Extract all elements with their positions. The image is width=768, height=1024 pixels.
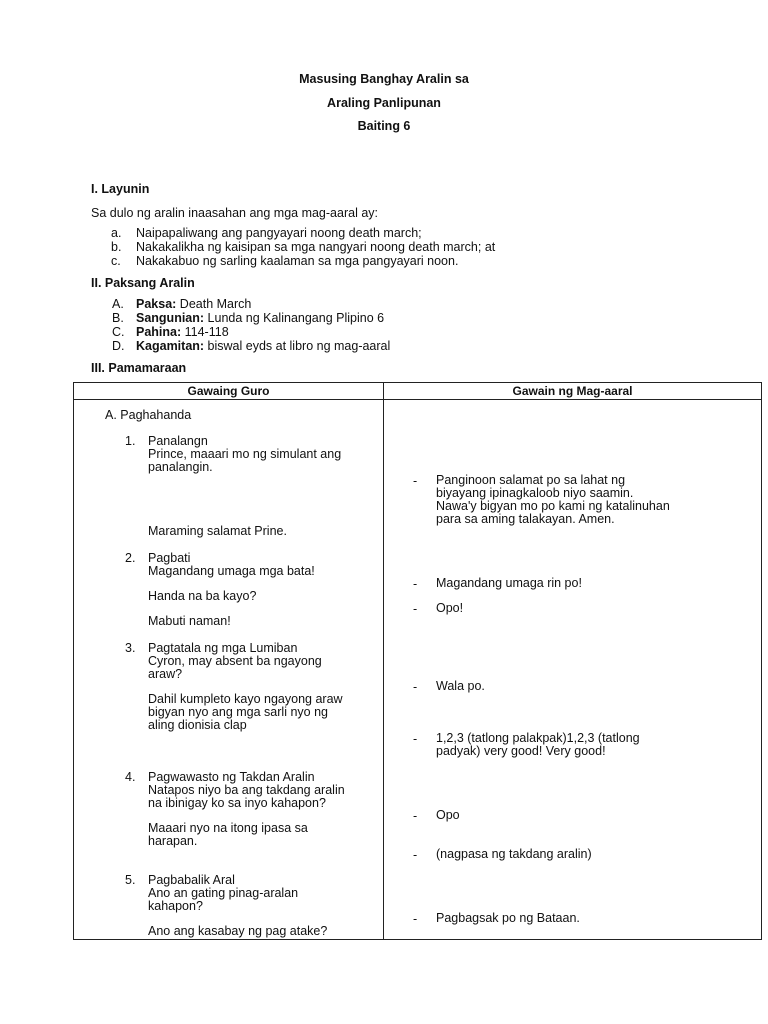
subject-value: Lunda ng Kalinangang Plipino 6 <box>204 311 385 325</box>
objective-item: Nakakabuo ng sarling kaalaman sa mga pangyayari noon. <box>136 254 459 268</box>
student-cell <box>384 400 762 940</box>
student-response: Pagbagsak po ng Bataan. <box>436 911 580 925</box>
student-response: Magandang umaga rin po! <box>436 576 582 590</box>
response-dash: - <box>413 474 418 488</box>
response-dash: - <box>413 602 418 616</box>
response-dash: - <box>413 577 418 591</box>
column-header-student: Gawain ng Mag-aaral <box>384 383 762 400</box>
objective-marker: b. <box>111 240 122 254</box>
student-response: Opo <box>436 808 460 822</box>
column-header-teacher: Gawaing Guro <box>74 383 384 400</box>
student-response: (nagpasa ng takdang aralin) <box>436 847 592 861</box>
subject-label: Paksa: <box>136 297 177 311</box>
objective-marker: a. <box>111 226 122 240</box>
subject-item <box>136 311 384 325</box>
section-heading-layunin: I. Layunin <box>91 182 150 196</box>
subject-value: biswal eyds at libro ng mag-aaral <box>204 339 391 353</box>
student-response: Panginoon salamat po sa lahat ng biyayang ipinagkaloob niyo saamin. Nawa'y bigyan mo po kami ng katalinuhan para sa aming talakayan. Amen. <box>436 473 670 526</box>
section-heading-paksa: II. Paksang Aralin <box>91 276 195 290</box>
subject-marker: A. <box>112 297 124 311</box>
teacher-line: Maaari nyo na itong ipasa sa harapan. <box>148 821 308 848</box>
step-number: 5. <box>125 873 136 887</box>
step-number: 4. <box>125 770 136 784</box>
response-dash: - <box>413 732 418 746</box>
teacher-line: Magandang umaga mga bata! <box>148 564 315 578</box>
step-title: Pagtatala ng mga Lumiban <box>148 641 298 655</box>
response-dash: - <box>413 680 418 694</box>
table-body-row <box>74 400 762 940</box>
teacher-line: Dahil kumpleto kayo ngayong araw bigyan nyo ang mga sarli nyo ng aling dionisia clap <box>148 692 343 732</box>
procedure-table <box>73 382 762 940</box>
teacher-cell <box>74 400 384 940</box>
layunin-intro: Sa dulo ng aralin inaasahan ang mga mag-aaral ay: <box>91 206 378 220</box>
section-heading-pamamaraan: III. Pamamaraan <box>91 361 187 375</box>
step-number: 2. <box>125 551 136 565</box>
subject-value: Death March <box>176 297 252 311</box>
student-response: 1,2,3 (tatlong palakpak)1,2,3 (tatlong padyak) very good! Very good! <box>436 731 640 758</box>
step-title: Pagbabalik Aral <box>148 873 235 887</box>
subject-item <box>136 325 229 339</box>
student-response: Wala po. <box>436 679 485 693</box>
teacher-line: Mabuti naman! <box>148 614 231 628</box>
subject-item <box>136 297 251 311</box>
objective-marker: c. <box>111 254 121 268</box>
objective-item: Nakakalikha ng kaisipan sa mga nangyari noong death march; at <box>136 240 496 254</box>
section-paghahanda: A. Paghahanda <box>105 408 192 422</box>
subject-label: Pahina: <box>136 325 182 339</box>
title-line-2: Araling Panlipunan <box>327 96 441 110</box>
subject-value: 114-118 <box>181 325 229 339</box>
teacher-line: Maraming salamat Prine. <box>148 524 287 538</box>
title-line-3: Baiting 6 <box>357 119 411 133</box>
teacher-line: Cyron, may absent ba ngayong araw? <box>148 654 322 681</box>
response-dash: - <box>413 912 418 926</box>
student-response: Opo! <box>436 601 464 615</box>
teacher-line: Ano ang kasabay ng pag atake? <box>148 924 328 938</box>
subject-marker: C. <box>112 325 125 339</box>
step-title: Pagwawasto ng Takdan Aralin <box>148 770 315 784</box>
step-number: 3. <box>125 641 136 655</box>
subject-item <box>136 339 390 353</box>
table-header-row <box>74 383 762 400</box>
subject-marker: D. <box>112 339 125 353</box>
teacher-line: Natapos niyo ba ang takdang aralin na ibinigay ko sa inyo kahapon? <box>148 783 345 810</box>
response-dash: - <box>413 809 418 823</box>
teacher-line: Handa na ba kayo? <box>148 589 257 603</box>
title-line-1: Masusing Banghay Aralin sa <box>299 72 469 86</box>
response-dash: - <box>413 848 418 862</box>
subject-label: Kagamitan: <box>136 339 205 353</box>
step-title: Pagbati <box>148 551 191 565</box>
step-title: Panalangn <box>148 434 208 448</box>
teacher-line: Ano an gating pinag-aralan kahapon? <box>148 886 299 913</box>
step-number: 1. <box>125 434 136 448</box>
subject-label: Sangunian: <box>136 311 205 325</box>
teacher-line: Prince, maaari mo ng simulant ang panalangin. <box>148 447 342 474</box>
subject-marker: B. <box>112 311 124 325</box>
objective-item: Naipapaliwang ang pangyayari noong death march; <box>136 226 422 240</box>
